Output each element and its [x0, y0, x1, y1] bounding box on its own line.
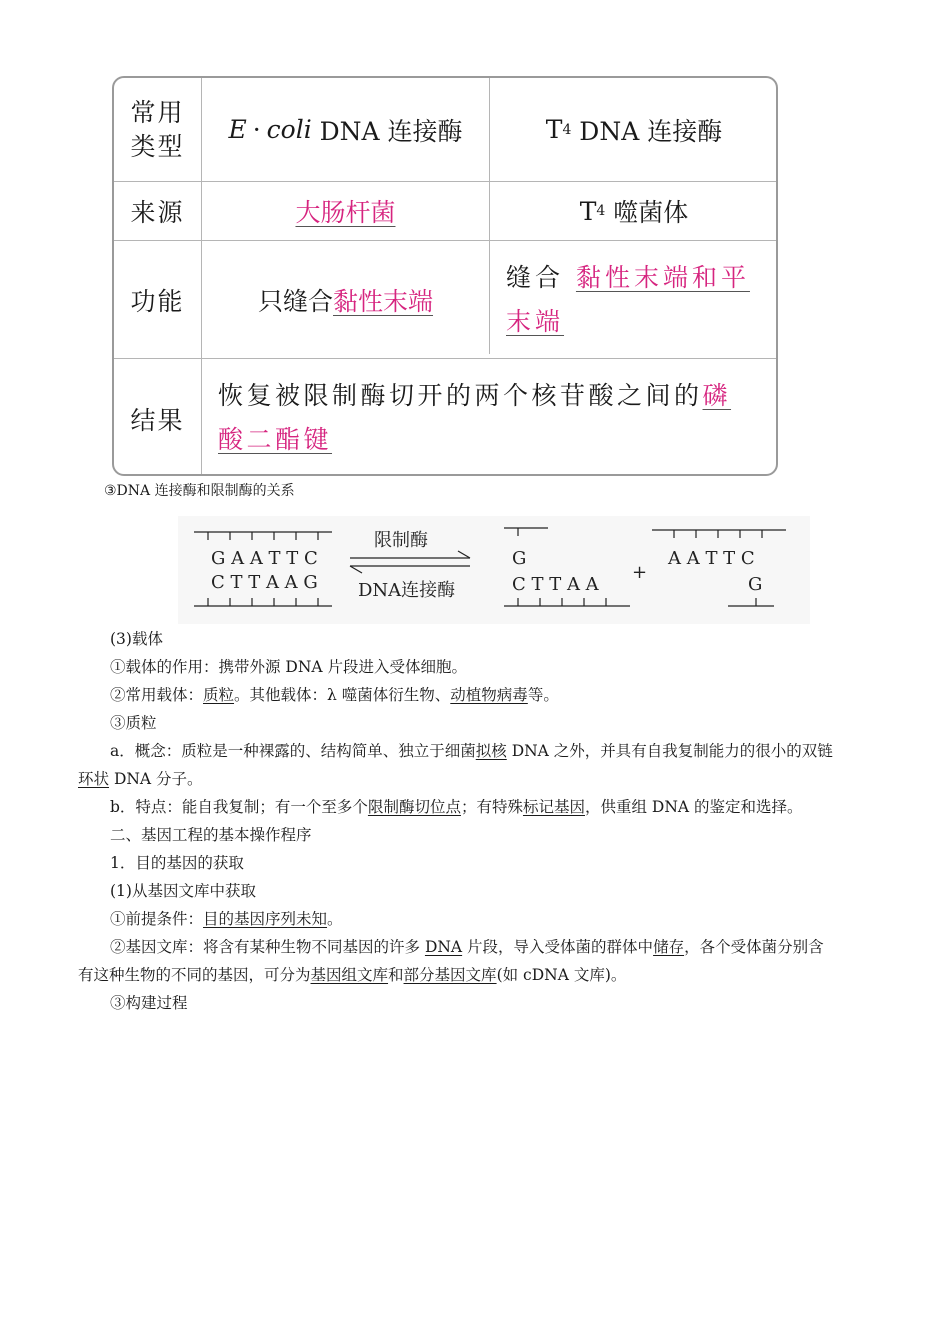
answer-sticky-ends: 黏性末端	[333, 286, 434, 316]
row-label-function: 功能	[130, 286, 185, 316]
row-label-result: 结果	[130, 405, 185, 435]
result-text	[218, 374, 774, 462]
vector-function: ①载体的作用：携带外源 DNA 片段进入受体细胞。	[110, 658, 468, 676]
label-line: 类型	[130, 131, 185, 161]
answer-dna: DNA	[424, 938, 463, 956]
row-label-type	[114, 78, 201, 181]
answer-phosphodiester: 磷	[702, 381, 732, 410]
answer-phosphodiester-cont: 酸二酯键	[218, 425, 333, 454]
restriction-enzyme-label: 限制酶	[374, 530, 428, 551]
gene-library-def-cont	[78, 961, 878, 989]
answer-ecoli: 大肠杆菌	[295, 198, 396, 227]
answer-marker-gene: 标记基因	[522, 798, 585, 816]
text-span: 。其他载体：λ 噬菌体衍生物、	[234, 686, 451, 704]
text-span: 有这种生物的不同的基因，可分为	[78, 966, 311, 984]
ligase-comparison-table	[112, 76, 778, 476]
answer-plasmid: 质粒	[203, 686, 235, 704]
diagram-caption: ③DNA 连接酶和限制酶的关系	[104, 483, 295, 499]
result-line	[218, 418, 774, 462]
plasmid-title: ③质粒	[110, 714, 157, 732]
subscript-4: 4	[562, 121, 572, 138]
function-line	[506, 300, 772, 344]
left-strand-lines	[194, 532, 332, 606]
common-vectors	[110, 681, 910, 709]
dot: ·	[252, 115, 261, 144]
precondition	[110, 905, 910, 933]
text-span: 和	[388, 966, 404, 984]
answer-cut-site: 限制酶切位点	[367, 798, 461, 816]
row-label-source: 来源	[130, 198, 185, 227]
answer-virus: 动植物病毒	[450, 686, 528, 704]
reversible-arrows	[350, 551, 470, 573]
italic-e: E	[228, 115, 247, 144]
t4-source	[490, 182, 778, 240]
answer-store: 储存	[653, 938, 685, 956]
text-span: DNA 之外，并具有自我复制能力的很小的双链	[506, 742, 833, 760]
mid-top-seq: G	[512, 548, 527, 569]
t4-function	[506, 256, 772, 356]
ecoli-ligase-name	[202, 78, 489, 181]
function-prefix: 缝合	[506, 263, 576, 292]
answer-both-ends: 黏性末端和平	[575, 263, 750, 292]
subscript-4: 4	[596, 203, 606, 219]
text-span: ，供重组 DNA 的鉴定和选择。	[584, 798, 803, 816]
t-letter: T	[579, 196, 597, 226]
right-bottom-seq: G	[748, 574, 763, 595]
phage-text: 噬菌体	[605, 198, 689, 227]
function-line	[506, 256, 772, 300]
text-span: (如 cDNA 文库)。	[496, 966, 627, 984]
text-span: a．概念：质粒是一种裸露的、结构简单、独立于细菌	[110, 742, 476, 760]
answer-nucleoid: 拟核	[475, 742, 507, 760]
ligase-restriction-diagram	[178, 516, 810, 624]
text-span: 。	[327, 910, 343, 928]
text-span: ①前提条件：	[110, 910, 204, 928]
italic-coli: coli	[266, 115, 312, 144]
left-bottom-seq: C T T A A G	[211, 572, 318, 593]
answer-circular: 环状	[78, 770, 110, 788]
ecoli-function	[202, 241, 489, 358]
ligase-text: DNA 连接酶	[571, 116, 723, 146]
section-3-title: (3)载体	[110, 630, 163, 648]
label-line: 常用	[130, 97, 185, 127]
heading-procedure: 二、基因工程的基本操作程序	[110, 826, 312, 844]
text-span: ②基因文库：将含有某种生物不同基因的许多	[110, 938, 425, 956]
ligase-label: DNA连接酶	[358, 580, 456, 601]
text-span: DNA 分子。	[109, 770, 203, 788]
answer-partial-library: 部分基因文库	[403, 966, 497, 984]
t-letter: T	[545, 115, 563, 144]
text-span: ②常用载体：	[110, 686, 204, 704]
mid-bottom-seq: C T T A A	[512, 574, 599, 595]
result-line	[218, 374, 774, 418]
plasmid-features	[110, 793, 910, 821]
gene-library-def	[110, 933, 910, 961]
text-span: b．特点：能自我复制；有一个至多个	[110, 798, 368, 816]
answer-both-ends-cont: 末端	[506, 307, 565, 336]
right-top-seq: A A T T C	[668, 548, 755, 569]
t4-ligase-name	[490, 78, 778, 181]
ligase-text: DNA 连接酶	[311, 116, 463, 146]
dna-diagram-svg	[178, 516, 810, 624]
ecoli-source	[202, 182, 489, 240]
table-divider	[114, 358, 776, 359]
left-top-seq: G A A T T C	[211, 548, 318, 569]
answer-unknown-sequence: 目的基因序列未知	[203, 910, 328, 928]
answer-genomic-library: 基因组文库	[310, 966, 389, 984]
result-sentence: 恢复被限制酶切开的两个核苷酸之间的	[218, 381, 703, 410]
function-prefix: 只缝合	[257, 286, 333, 316]
text-span: ；有特殊	[460, 798, 523, 816]
plus-sign: +	[632, 562, 648, 583]
construction-process: ③构建过程	[110, 994, 188, 1012]
plasmid-concept-cont	[78, 765, 878, 793]
text-span: 等。	[527, 686, 559, 704]
heading-gene-acquisition: 1．目的基因的获取	[110, 854, 244, 872]
text-span: 片段，导入受体菌的群体中	[462, 938, 654, 956]
plasmid-concept	[110, 737, 910, 765]
text-span: ，各个受体菌分别含	[684, 938, 824, 956]
heading-gene-library: (1)从基因文库中获取	[110, 882, 256, 900]
